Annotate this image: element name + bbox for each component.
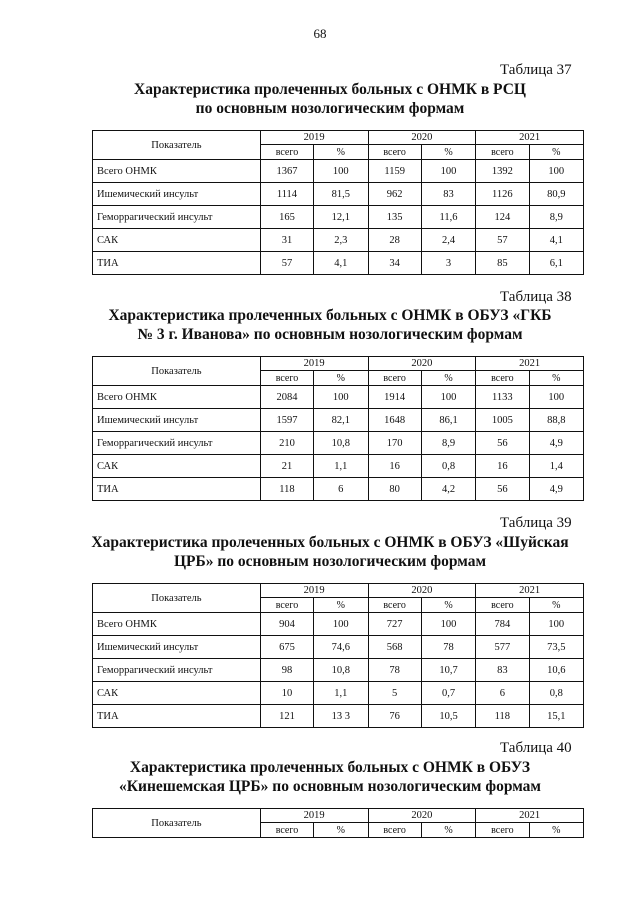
data-table	[92, 583, 584, 728]
cell-value: 74,6	[314, 636, 368, 659]
cell-value: 904	[260, 613, 313, 636]
cell-value: 86,1	[421, 409, 475, 432]
data-table	[92, 356, 584, 501]
cell-value: 10,6	[529, 659, 584, 682]
cell-value: 15,1	[529, 705, 584, 728]
cell-value: 100	[529, 160, 584, 183]
cell-value: 83	[421, 183, 475, 206]
header-row	[93, 357, 584, 371]
cell-value: 8,9	[421, 432, 475, 455]
row-label: Всего ОНМК	[93, 160, 261, 183]
data-table	[92, 130, 584, 275]
column-header-percent: %	[529, 823, 584, 838]
row-label: САК	[93, 455, 261, 478]
cell-value: 3	[421, 252, 475, 275]
row-label: Ишемический инсульт	[93, 183, 261, 206]
cell-value: 80,9	[529, 183, 584, 206]
page-number: 68	[313, 26, 327, 41]
cell-value: 0,8	[529, 682, 584, 705]
data-table	[92, 808, 584, 838]
cell-value: 56	[476, 478, 529, 501]
column-header-percent: %	[421, 371, 475, 386]
cell-value: 16	[476, 455, 529, 478]
table-title	[60, 80, 600, 118]
cell-value: 6,1	[529, 252, 584, 275]
table-row	[93, 183, 584, 206]
cell-value: 577	[476, 636, 529, 659]
cell-value: 10,8	[314, 659, 368, 682]
header-row	[93, 584, 584, 598]
table-row	[93, 252, 584, 275]
cell-value: 11,6	[421, 206, 475, 229]
cell-value: 21	[260, 455, 313, 478]
column-header-percent: %	[314, 823, 368, 838]
row-label: Геморрагический инсульт	[93, 206, 261, 229]
column-header-total: всего	[476, 823, 529, 838]
cell-value: 118	[476, 705, 529, 728]
cell-value: 10,8	[314, 432, 368, 455]
column-header-total: всего	[260, 145, 313, 160]
cell-value: 4,2	[421, 478, 475, 501]
column-header-year: 2020	[368, 809, 476, 823]
column-header-indicator: Показатель	[93, 357, 261, 386]
cell-value: 1,1	[314, 682, 368, 705]
row-label: Всего ОНМК	[93, 613, 261, 636]
cell-value: 1005	[476, 409, 529, 432]
table-row	[93, 455, 584, 478]
table-row	[93, 636, 584, 659]
row-label: Геморрагический инсульт	[93, 659, 261, 682]
cell-value: 675	[260, 636, 313, 659]
column-header-percent: %	[529, 145, 584, 160]
cell-value: 34	[368, 252, 421, 275]
cell-value: 80	[368, 478, 421, 501]
table-title-line: Характеристика пролеченных больных с ОНМК в ОБУЗ «ГКБ	[108, 307, 552, 324]
cell-value: 100	[314, 160, 368, 183]
cell-value: 81,5	[314, 183, 368, 206]
table-title	[60, 533, 600, 571]
row-label: Ишемический инсульт	[93, 636, 261, 659]
column-header-year: 2019	[260, 131, 368, 145]
row-label: Ишемический инсульт	[93, 409, 261, 432]
table-row	[93, 160, 584, 183]
table-label: Таблица 38	[500, 289, 572, 305]
table-title-line: Характеристика пролеченных больных с ОНМК в РСЦ	[134, 81, 526, 98]
cell-value: 962	[368, 183, 421, 206]
cell-value: 10,5	[421, 705, 475, 728]
cell-value: 1126	[476, 183, 529, 206]
cell-value: 170	[368, 432, 421, 455]
cell-value: 100	[421, 613, 475, 636]
table-row	[93, 613, 584, 636]
cell-value: 0,8	[421, 455, 475, 478]
cell-value: 1914	[368, 386, 421, 409]
column-header-total: всего	[476, 145, 529, 160]
table-title-line: по основным нозологическим формам	[195, 100, 465, 117]
column-header-percent: %	[421, 823, 475, 838]
column-header-total: всего	[260, 598, 313, 613]
cell-value: 1133	[476, 386, 529, 409]
cell-value: 118	[260, 478, 313, 501]
cell-value: 121	[260, 705, 313, 728]
table-row	[93, 705, 584, 728]
cell-value: 124	[476, 206, 529, 229]
cell-value: 2,4	[421, 229, 475, 252]
cell-value: 78	[421, 636, 475, 659]
column-header-percent: %	[529, 598, 584, 613]
table-title-line: Характеристика пролеченных больных с ОНМК в ОБУЗ	[129, 759, 531, 776]
table-row	[93, 682, 584, 705]
column-header-year: 2021	[476, 584, 584, 598]
column-header-year: 2021	[476, 131, 584, 145]
table-label: Таблица 39	[500, 515, 572, 531]
cell-value: 4,9	[529, 432, 584, 455]
cell-value: 85	[476, 252, 529, 275]
column-header-indicator: Показатель	[93, 131, 261, 160]
column-header-year: 2021	[476, 809, 584, 823]
row-label: ТИА	[93, 252, 261, 275]
cell-value: 0,7	[421, 682, 475, 705]
cell-value: 13 3	[314, 705, 368, 728]
cell-value: 6	[314, 478, 368, 501]
table-row	[93, 659, 584, 682]
cell-value: 210	[260, 432, 313, 455]
column-header-percent: %	[314, 371, 368, 386]
cell-value: 56	[476, 432, 529, 455]
row-label: САК	[93, 682, 261, 705]
cell-value: 165	[260, 206, 313, 229]
column-header-year: 2021	[476, 357, 584, 371]
cell-value: 78	[368, 659, 421, 682]
column-header-indicator: Показатель	[93, 809, 261, 838]
cell-value: 4,1	[314, 252, 368, 275]
cell-value: 73,5	[529, 636, 584, 659]
cell-value: 98	[260, 659, 313, 682]
table-row	[93, 229, 584, 252]
cell-value: 100	[314, 386, 368, 409]
table-row	[93, 206, 584, 229]
cell-value: 1,4	[529, 455, 584, 478]
cell-value: 12,1	[314, 206, 368, 229]
cell-value: 1114	[260, 183, 313, 206]
column-header-year: 2019	[260, 584, 368, 598]
table-label: Таблица 37	[500, 62, 572, 78]
column-header-total: всего	[368, 823, 421, 838]
cell-value: 2,3	[314, 229, 368, 252]
header-row	[93, 809, 584, 823]
table-title-line: ЦРБ» по основным нозологическим формам	[173, 553, 487, 570]
cell-value: 83	[476, 659, 529, 682]
table-title	[60, 306, 600, 344]
column-header-total: всего	[368, 371, 421, 386]
table-row	[93, 432, 584, 455]
cell-value: 10,7	[421, 659, 475, 682]
column-header-year: 2019	[260, 809, 368, 823]
column-header-year: 2020	[368, 131, 476, 145]
column-header-year: 2020	[368, 357, 476, 371]
cell-value: 1648	[368, 409, 421, 432]
cell-value: 10	[260, 682, 313, 705]
table-label: Таблица 40	[500, 740, 572, 756]
table-row	[93, 478, 584, 501]
cell-value: 100	[529, 613, 584, 636]
cell-value: 82,1	[314, 409, 368, 432]
cell-value: 135	[368, 206, 421, 229]
column-header-percent: %	[421, 145, 475, 160]
table-title-line: Характеристика пролеченных больных с ОНМК в ОБУЗ «Шуйская	[91, 534, 569, 551]
table-row	[93, 386, 584, 409]
column-header-percent: %	[529, 371, 584, 386]
cell-value: 784	[476, 613, 529, 636]
column-header-indicator: Показатель	[93, 584, 261, 613]
header-row	[93, 131, 584, 145]
column-header-total: всего	[260, 823, 313, 838]
row-label: Всего ОНМК	[93, 386, 261, 409]
cell-value: 100	[421, 160, 475, 183]
cell-value: 1367	[260, 160, 313, 183]
cell-value: 57	[476, 229, 529, 252]
cell-value: 100	[314, 613, 368, 636]
table-title-line: № 3 г. Иванова» по основным нозологическим формам	[137, 326, 523, 343]
cell-value: 31	[260, 229, 313, 252]
column-header-percent: %	[421, 598, 475, 613]
row-label: САК	[93, 229, 261, 252]
column-header-year: 2020	[368, 584, 476, 598]
cell-value: 8,9	[529, 206, 584, 229]
cell-value: 4,9	[529, 478, 584, 501]
cell-value: 88,8	[529, 409, 584, 432]
row-label: Геморрагический инсульт	[93, 432, 261, 455]
cell-value: 568	[368, 636, 421, 659]
cell-value: 6	[476, 682, 529, 705]
row-label: ТИА	[93, 705, 261, 728]
cell-value: 727	[368, 613, 421, 636]
row-label: ТИА	[93, 478, 261, 501]
column-header-total: всего	[476, 371, 529, 386]
cell-value: 4,1	[529, 229, 584, 252]
cell-value: 2084	[260, 386, 313, 409]
cell-value: 16	[368, 455, 421, 478]
column-header-total: всего	[368, 598, 421, 613]
cell-value: 57	[260, 252, 313, 275]
table-row	[93, 409, 584, 432]
cell-value: 100	[421, 386, 475, 409]
cell-value: 100	[529, 386, 584, 409]
column-header-percent: %	[314, 598, 368, 613]
cell-value: 28	[368, 229, 421, 252]
cell-value: 5	[368, 682, 421, 705]
cell-value: 1392	[476, 160, 529, 183]
table-title-line: «Кинешемская ЦРБ» по основным нозологическим формам	[119, 778, 541, 795]
cell-value: 1,1	[314, 455, 368, 478]
column-header-percent: %	[314, 145, 368, 160]
cell-value: 1159	[368, 160, 421, 183]
column-header-year: 2019	[260, 357, 368, 371]
column-header-total: всего	[368, 145, 421, 160]
cell-value: 76	[368, 705, 421, 728]
column-header-total: всего	[260, 371, 313, 386]
table-title	[60, 758, 600, 796]
column-header-total: всего	[476, 598, 529, 613]
cell-value: 1597	[260, 409, 313, 432]
